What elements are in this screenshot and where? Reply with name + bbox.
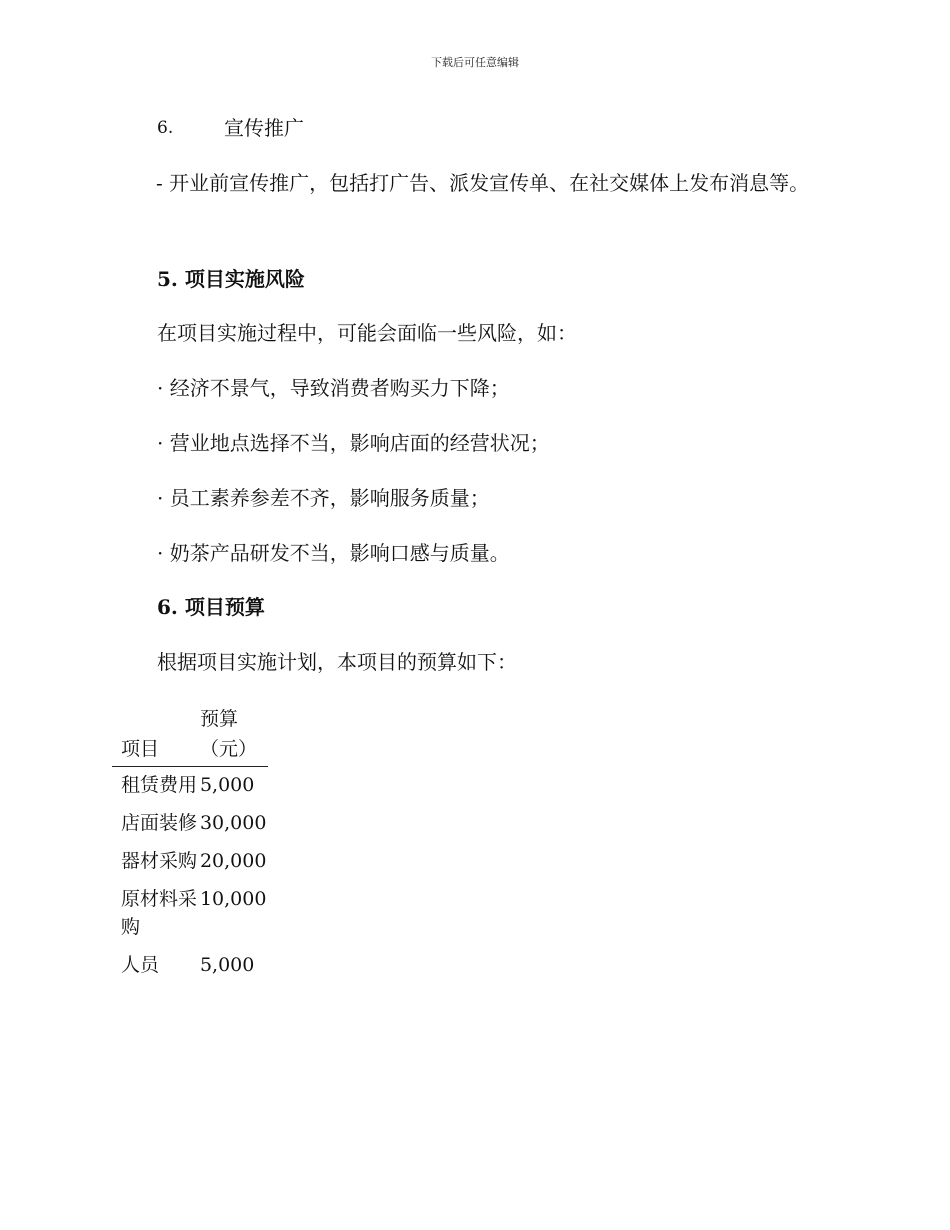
row-amount: 5,000 [199, 954, 255, 976]
table-row [112, 805, 268, 843]
row-amount: 10,000 [199, 888, 267, 910]
row-item: 店面装修 [121, 812, 198, 834]
risk-item: · 员工素养参差不齐，影响服务质量； [157, 486, 490, 510]
promo-paragraph [113, 163, 833, 203]
risk-item: · 奶茶产品研发不当，影响口感与质量。 [157, 541, 510, 565]
row-amount: 20,000 [199, 850, 267, 872]
page-header-note: 下载后可任意编辑 [431, 56, 519, 69]
promo-text: - 开业前宣传推广，包括打广告、派发宣传单、在社交媒体上发布消息等。 [156, 171, 810, 195]
row-amount: 30,000 [199, 812, 267, 834]
risk-intro: 在项目实施过程中，可能会面临一些风险，如： [157, 321, 577, 345]
column-header-budget: 预算（元） [199, 708, 257, 760]
table-row [112, 767, 268, 806]
promo-section-title: 宣传推广 [224, 116, 304, 140]
budget-table-header-row [112, 704, 268, 767]
risk-item: · 营业地点选择不当，影响店面的经营状况； [157, 431, 550, 455]
row-item: 器材采购 [121, 850, 198, 872]
column-header-item: 项目 [121, 738, 160, 760]
row-amount: 5,000 [199, 774, 255, 796]
row-item: 人员 [121, 954, 160, 976]
risk-item: · 经济不景气，导致消费者购买力下降； [157, 376, 510, 400]
risk-heading: 5. 项目实施风险 [157, 267, 305, 291]
table-row [112, 843, 268, 881]
budget-table [112, 704, 268, 985]
budget-intro: 根据项目实施计划，本项目的预算如下： [157, 650, 517, 674]
table-row [112, 881, 268, 947]
promo-section-number: 6. [157, 118, 174, 138]
table-row [112, 947, 268, 985]
budget-heading: 6. 项目预算 [157, 595, 265, 619]
row-item: 原材料采购 [121, 888, 198, 938]
row-item: 租赁费用 [121, 774, 198, 796]
